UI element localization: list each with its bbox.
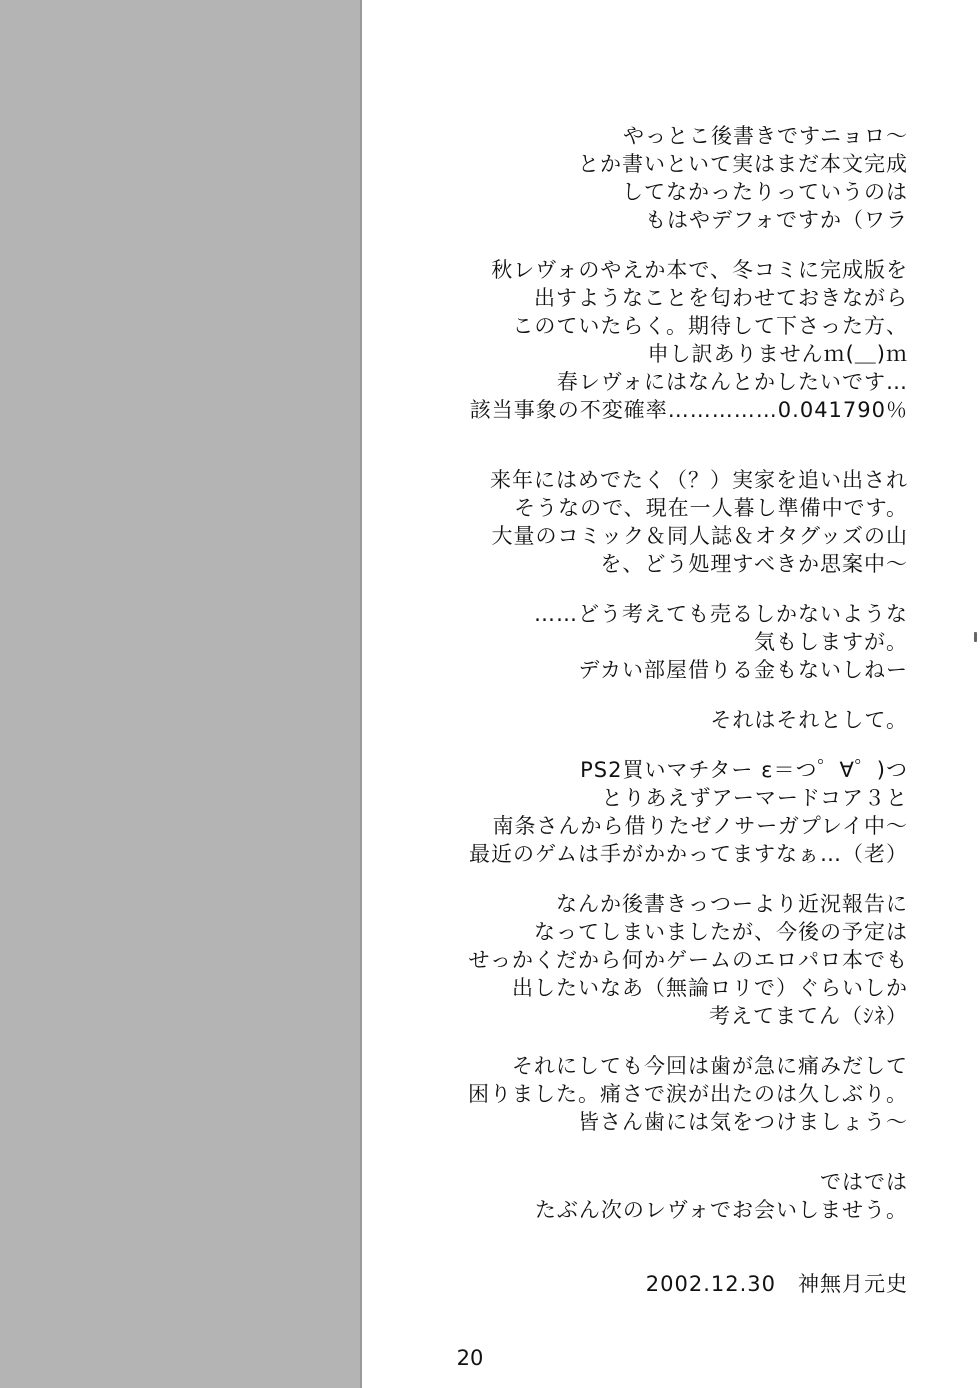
afterword-line: 出したいなあ（無論ロリで）ぐらいしか bbox=[512, 976, 908, 1000]
gray-side-panel bbox=[0, 0, 362, 1388]
afterword-line: それはそれとして。 bbox=[710, 708, 908, 732]
afterword-line: なんか後書きっつーより近況報告に bbox=[556, 892, 908, 916]
afterword-line: 申し訳ありませんｍ(＿)ｍ bbox=[647, 342, 908, 366]
afterword-line: 気もしますが。 bbox=[754, 630, 908, 654]
afterword-line: 困りました。痛さで涙が出たのは久しぶり。 bbox=[468, 1082, 908, 1106]
afterword-line: 出すようなことを匂わせておきながら bbox=[534, 286, 908, 310]
afterword-line: このていたらく。期待して下さった方、 bbox=[512, 314, 908, 338]
afterword-line: してなかったりっていうのは bbox=[622, 180, 908, 204]
afterword-line: せっかくだから何かゲームのエロパロ本でも bbox=[468, 948, 908, 972]
afterword-line: 皆さん歯には気をつけましょう～ bbox=[578, 1110, 908, 1134]
page-number: 20 bbox=[456, 1346, 484, 1370]
afterword-line: ではでは bbox=[820, 1170, 908, 1194]
afterword-line: 最近のゲムは手がかかってますなぁ…（老） bbox=[469, 842, 908, 866]
afterword-line: 考えてまてん（ｼﾈ） bbox=[709, 1004, 908, 1028]
afterword-line: PS2買いマチター ε＝つ゜∀゜)つ bbox=[580, 758, 908, 782]
panel-edge-divider bbox=[360, 0, 362, 1388]
afterword-line: たぶん次のレヴォでお会いしませう。 bbox=[534, 1198, 908, 1222]
afterword-line: なってしまいましたが、今後の予定は bbox=[534, 920, 908, 944]
afterword-line: デカい部屋借りる金もないしねー bbox=[578, 658, 908, 682]
afterword-line: そうなので、現在一人暮し準備中です。 bbox=[514, 496, 908, 520]
page-edge-mark bbox=[974, 632, 977, 642]
afterword-line: 大量のコミック＆同人誌＆オタグッズの山 bbox=[491, 524, 908, 548]
afterword-line: 南条さんから借りたゼノサーガプレイ中～ bbox=[492, 814, 908, 838]
afterword-line: それにしても今回は歯が急に痛みだして bbox=[512, 1054, 908, 1078]
afterword-line: とりあえずアーマードコア３と bbox=[601, 786, 908, 810]
afterword-line: とか書いといて実はまだ本文完成 bbox=[578, 152, 908, 176]
afterword-line: 春レヴォにはなんとかしたいです… bbox=[556, 370, 908, 394]
afterword-line: もはやデフォですか（ワラ bbox=[645, 208, 908, 232]
afterword-line: 来年にはめでたく（？）実家を追い出され bbox=[490, 468, 908, 492]
date-signature: 2002.12.30 神無月元史 bbox=[645, 1272, 908, 1296]
afterword-line: を、どう処理すべきか思案中～ bbox=[600, 552, 908, 576]
afterword-line: 該当事象の不変確率……………0.041790％ bbox=[469, 398, 908, 422]
afterword-line: やっとこ後書きですニョロ～ bbox=[623, 124, 908, 148]
afterword-line: 秋レヴォのやえか本で、冬コミに完成版を bbox=[491, 258, 908, 282]
afterword-line: ……どう考えても売るしかないような bbox=[534, 602, 908, 626]
